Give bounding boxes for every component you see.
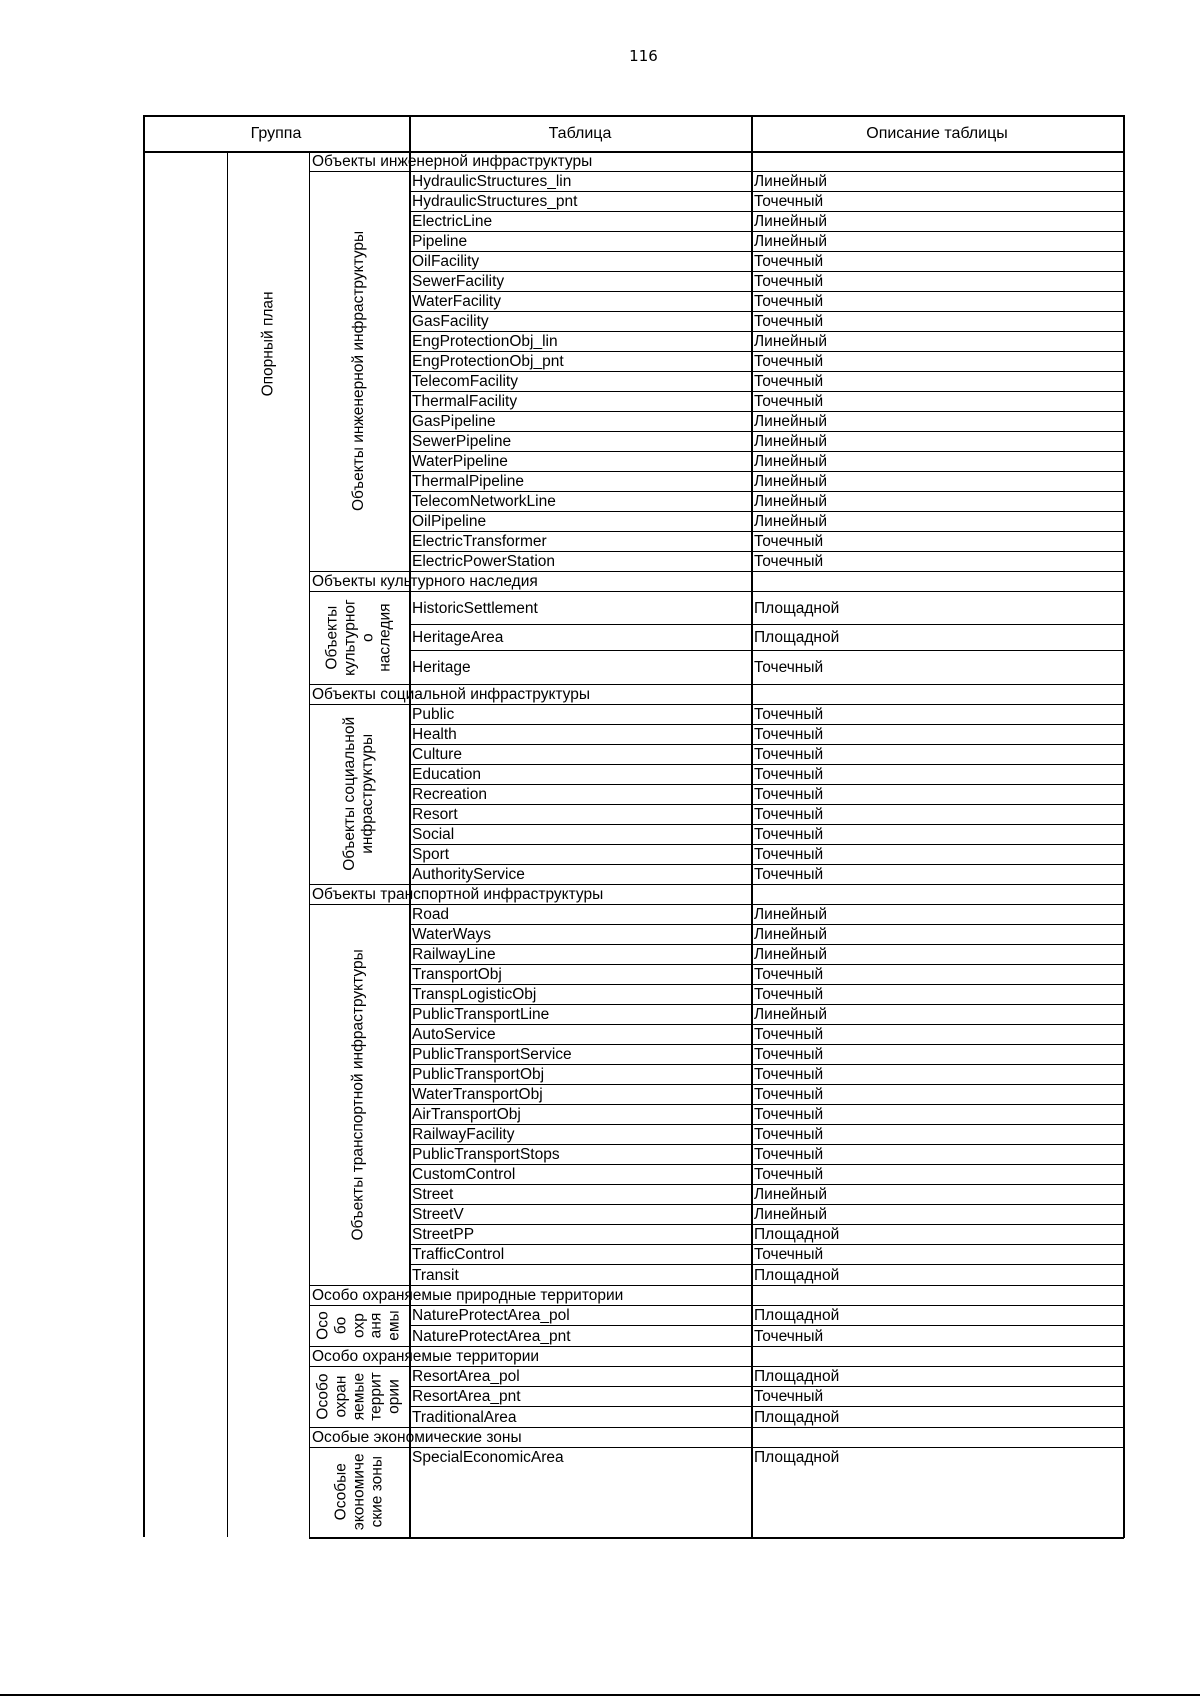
row-divider <box>409 1084 1124 1085</box>
section-title-bottom-line <box>309 704 1124 705</box>
row-divider <box>409 551 1124 552</box>
table-description-cell: Точечный <box>754 746 824 763</box>
table-name-cell: Heritage <box>412 659 471 676</box>
table-name-cell: RailwayFacility <box>412 1126 515 1143</box>
table-name-cell: PublicTransportService <box>412 1046 572 1063</box>
row-divider <box>409 924 1124 925</box>
table-description-cell: Линейный <box>754 333 828 350</box>
row-divider <box>409 784 1124 785</box>
section-vertical-label: Особо охран яемые террит ории <box>314 1372 403 1421</box>
table-left-border <box>143 115 145 1537</box>
table-description-cell: Точечный <box>754 193 824 210</box>
row-divider <box>409 744 1124 745</box>
table-name-cell: SpecialEconomicArea <box>412 1449 564 1466</box>
table-name-cell: EngProtectionObj_pnt <box>412 353 564 370</box>
section-title-bottom-line <box>309 1366 1124 1367</box>
table-name-cell: Culture <box>412 746 462 763</box>
row-divider <box>409 331 1124 332</box>
row-divider <box>409 1064 1124 1065</box>
table-name-cell: WaterTransportObj <box>412 1086 543 1103</box>
table-name-cell: Education <box>412 766 481 783</box>
table-name-cell: Health <box>412 726 457 743</box>
table-column-divider <box>409 115 411 1537</box>
row-divider <box>409 804 1124 805</box>
table-description-cell: Линейный <box>754 433 828 450</box>
table-name-cell: ElectricTransformer <box>412 533 547 550</box>
row-divider <box>409 624 1124 625</box>
table-description-cell: Площадной <box>754 1449 840 1466</box>
section-title-top-line <box>309 1285 1124 1286</box>
table-description-cell: Точечный <box>754 659 824 676</box>
row-divider <box>409 1244 1124 1245</box>
page-number: 116 <box>629 47 658 65</box>
row-divider <box>409 1104 1124 1105</box>
row-divider <box>409 984 1124 985</box>
row-divider <box>409 1144 1124 1145</box>
table-name-cell: GasFacility <box>412 313 489 330</box>
table-name-cell: TelecomFacility <box>412 373 518 390</box>
table-name-cell: Recreation <box>412 786 487 803</box>
table-description-cell: Точечный <box>754 1246 824 1263</box>
section-title-top-line <box>309 151 1124 152</box>
table-name-cell: PublicTransportObj <box>412 1066 545 1083</box>
table-description-cell: Линейный <box>754 453 828 470</box>
section-title-bottom-line <box>309 591 1124 592</box>
section-title: Объекты социальной инфраструктуры <box>312 686 591 703</box>
table-name-cell: AuthorityService <box>412 866 525 883</box>
row-divider <box>409 1044 1124 1045</box>
table-name-cell: WaterWays <box>412 926 491 943</box>
row-divider <box>409 431 1124 432</box>
section-title-top-line <box>309 1346 1124 1347</box>
section-title-bottom-line <box>309 1305 1124 1306</box>
table-name-cell: HydraulicStructures_pnt <box>412 193 578 210</box>
table-name-cell: ResortArea_pol <box>412 1368 520 1385</box>
table-name-cell: ElectricLine <box>412 213 493 230</box>
table-description-cell: Точечный <box>754 706 824 723</box>
row-divider <box>409 211 1124 212</box>
table-description-cell: Площадной <box>754 1307 840 1324</box>
table-description-cell: Точечный <box>754 553 824 570</box>
table-name-cell: Pipeline <box>412 233 468 250</box>
page-bottom-rule <box>0 1694 1200 1696</box>
table-description-cell: Линейный <box>754 473 828 490</box>
table-name-cell: HeritageArea <box>412 629 504 646</box>
table-name-cell: TelecomNetworkLine <box>412 493 556 510</box>
table-description-cell: Площадной <box>754 600 840 617</box>
section-title: Особо охраняемые территории <box>312 1348 540 1365</box>
table-description-cell: Линейный <box>754 513 828 530</box>
table-name-cell: StreetV <box>412 1206 464 1223</box>
row-divider <box>409 964 1124 965</box>
row-divider <box>409 864 1124 865</box>
table-description-cell: Площадной <box>754 1409 840 1426</box>
table-description-cell: Площадной <box>754 1368 840 1385</box>
table-description-cell: Точечный <box>754 1086 824 1103</box>
table-name-cell: ElectricPowerStation <box>412 553 556 570</box>
row-divider <box>409 1204 1124 1205</box>
table-description-cell: Точечный <box>754 806 824 823</box>
table-name-cell: Sport <box>412 846 450 863</box>
table-description-cell: Точечный <box>754 393 824 410</box>
row-divider <box>409 451 1124 452</box>
table-description-cell: Точечный <box>754 253 824 270</box>
row-divider <box>409 291 1124 292</box>
table-name-cell: EngProtectionObj_lin <box>412 333 558 350</box>
section-title-bottom-line <box>309 1447 1124 1448</box>
description-column-divider <box>751 115 753 1537</box>
table-description-cell: Точечный <box>754 1126 824 1143</box>
table-description-cell: Линейный <box>754 233 828 250</box>
table-name-cell: CustomControl <box>412 1166 516 1183</box>
row-divider <box>409 531 1124 532</box>
table-description-cell: Точечный <box>754 1328 824 1345</box>
table-description-cell: Линейный <box>754 173 828 190</box>
table-description-cell: Линейный <box>754 926 828 943</box>
table-name-cell: OilFacility <box>412 253 480 270</box>
row-divider <box>409 1004 1124 1005</box>
section-title: Особо охраняемые природные территории <box>312 1287 624 1304</box>
plan-column-divider <box>227 151 228 1537</box>
row-divider <box>409 271 1124 272</box>
row-divider <box>409 391 1124 392</box>
table-name-cell: NatureProtectArea_pnt <box>412 1328 571 1345</box>
row-divider <box>409 650 1124 651</box>
table-description-cell: Площадной <box>754 1226 840 1243</box>
table-description-cell: Точечный <box>754 986 824 1003</box>
table-description-cell: Точечный <box>754 273 824 290</box>
section-title: Объекты транспортной инфраструктуры <box>312 886 604 903</box>
row-divider <box>409 824 1124 825</box>
table-name-cell: Resort <box>412 806 458 823</box>
table-description-cell: Линейный <box>754 493 828 510</box>
table-name-cell: HydraulicStructures_lin <box>412 173 572 190</box>
section-title-bottom-line <box>309 904 1124 905</box>
table-description-cell: Точечный <box>754 726 824 743</box>
table-name-cell: Public <box>412 706 455 723</box>
row-divider <box>409 351 1124 352</box>
row-divider <box>409 844 1124 845</box>
table-description-cell: Точечный <box>754 1066 824 1083</box>
row-divider <box>409 1124 1124 1125</box>
table-name-cell: WaterFacility <box>412 293 501 310</box>
row-divider <box>409 764 1124 765</box>
section-title-top-line <box>309 684 1124 685</box>
table-name-cell: ResortArea_pnt <box>412 1388 521 1405</box>
section-vertical-label: Особые экономиче ские зоны <box>332 1453 385 1531</box>
table-description-cell: Линейный <box>754 1206 828 1223</box>
table-name-cell: Social <box>412 826 455 843</box>
table-name-cell: Transit <box>412 1267 459 1284</box>
table-bottom-border <box>309 1537 1124 1539</box>
table-name-cell: TrafficControl <box>412 1246 505 1263</box>
table-name-cell: PublicTransportLine <box>412 1006 550 1023</box>
section-vertical-label: Объекты культурног о наследия <box>323 599 394 676</box>
table-name-cell: TraditionalArea <box>412 1409 517 1426</box>
table-name-cell: TranspLogisticObj <box>412 986 537 1003</box>
section-vertical-label: Осо бо охр аня емы <box>314 1310 403 1341</box>
table-name-cell: WaterPipeline <box>412 453 508 470</box>
table-name-cell: StreetPP <box>412 1226 475 1243</box>
row-divider <box>409 1406 1124 1407</box>
table-name-cell: Street <box>412 1186 454 1203</box>
table-description-cell: Площадной <box>754 1267 840 1284</box>
table-name-cell: NatureProtectArea_pol <box>412 1307 570 1324</box>
table-name-cell: Road <box>412 906 450 923</box>
table-description-cell: Точечный <box>754 373 824 390</box>
table-description-cell: Точечный <box>754 846 824 863</box>
plan-label: Опорный план <box>259 291 277 397</box>
table-name-cell: GasPipeline <box>412 413 496 430</box>
row-divider <box>409 491 1124 492</box>
section-title-top-line <box>309 1427 1124 1428</box>
table-description-cell: Линейный <box>754 213 828 230</box>
table-name-cell: SewerFacility <box>412 273 505 290</box>
row-divider <box>409 1386 1124 1387</box>
table-name-cell: ThermalPipeline <box>412 473 524 490</box>
header-table: Таблица <box>548 125 612 142</box>
section-title: Объекты инженерной инфраструктуры <box>312 153 593 170</box>
table-description-cell: Точечный <box>754 786 824 803</box>
table-name-cell: RailwayLine <box>412 946 496 963</box>
row-divider <box>409 1024 1124 1025</box>
table-name-cell: HistoricSettlement <box>412 600 538 617</box>
table-description-cell: Точечный <box>754 1026 824 1043</box>
table-description-cell: Линейный <box>754 946 828 963</box>
table-name-cell: TransportObj <box>412 966 502 983</box>
table-name-cell: AirTransportObj <box>412 1106 521 1123</box>
row-divider <box>409 471 1124 472</box>
table-description-cell: Точечный <box>754 1146 824 1163</box>
table-description-cell: Площадной <box>754 629 840 646</box>
table-description-cell: Точечный <box>754 866 824 883</box>
table-description-cell: Линейный <box>754 1006 828 1023</box>
table-description-cell: Точечный <box>754 1046 824 1063</box>
table-description-cell: Точечный <box>754 353 824 370</box>
table-description-cell: Точечный <box>754 766 824 783</box>
row-divider <box>409 724 1124 725</box>
table-description-cell: Точечный <box>754 966 824 983</box>
row-divider <box>409 231 1124 232</box>
row-divider <box>409 944 1124 945</box>
row-divider <box>409 371 1124 372</box>
table-description-cell: Точечный <box>754 1388 824 1405</box>
row-divider <box>409 1325 1124 1326</box>
section-vertical-label: Объекты транспортной инфраструктуры <box>350 948 368 1241</box>
row-divider <box>409 1184 1124 1185</box>
table-name-cell: PublicTransportStops <box>412 1146 560 1163</box>
table-description-cell: Точечный <box>754 826 824 843</box>
row-divider <box>409 311 1124 312</box>
row-divider <box>409 1164 1124 1165</box>
section-title: Объекты культурного наследия <box>312 573 538 590</box>
header-group: Группа <box>250 125 302 142</box>
row-divider <box>409 251 1124 252</box>
row-divider <box>409 511 1124 512</box>
section-title-top-line <box>309 884 1124 885</box>
table-name-cell: SewerPipeline <box>412 433 512 450</box>
section-title-bottom-line <box>309 171 1124 172</box>
section-vertical-label: Объекты социальной инфраструктуры <box>341 717 377 871</box>
table-description-cell: Точечный <box>754 313 824 330</box>
table-top-border <box>143 115 1124 117</box>
section-title-top-line <box>309 571 1124 572</box>
table-description-cell: Точечный <box>754 293 824 310</box>
table-name-cell: AutoService <box>412 1026 496 1043</box>
table-description-cell: Точечный <box>754 1166 824 1183</box>
row-divider <box>409 191 1124 192</box>
row-divider <box>409 1224 1124 1225</box>
section-title: Особые экономические зоны <box>312 1429 522 1446</box>
table-name-cell: OilPipeline <box>412 513 487 530</box>
table-description-cell: Точечный <box>754 533 824 550</box>
header-description: Описание таблицы <box>866 125 1008 142</box>
table-description-cell: Точечный <box>754 1106 824 1123</box>
section-vertical-label: Объекты инженерной инфраструктуры <box>350 230 368 512</box>
table-description-cell: Линейный <box>754 1186 828 1203</box>
row-divider <box>409 1264 1124 1265</box>
table-description-cell: Линейный <box>754 906 828 923</box>
table-description-cell: Линейный <box>754 413 828 430</box>
table-name-cell: ThermalFacility <box>412 393 518 410</box>
row-divider <box>409 411 1124 412</box>
